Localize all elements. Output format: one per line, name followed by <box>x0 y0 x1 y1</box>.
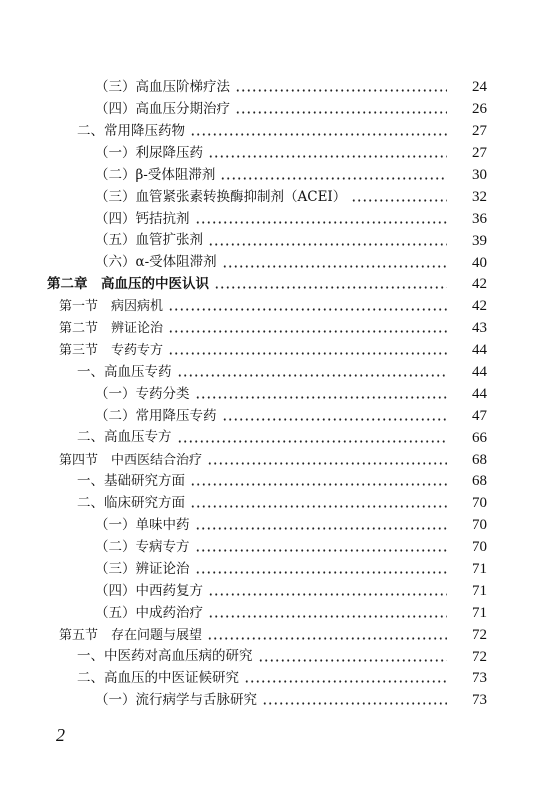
toc-entry-title: 第二章 高血压的中医认识 <box>47 276 209 293</box>
dot-leader <box>220 177 447 180</box>
toc-entry <box>0 449 549 471</box>
dot-leader <box>208 155 447 158</box>
toc-entry-title: 一、基础研究方面 <box>77 473 185 490</box>
toc-entry <box>0 362 549 384</box>
dot-leader <box>177 374 448 377</box>
toc-entry-page: 42 <box>472 276 487 293</box>
toc-entry <box>0 537 549 559</box>
dot-leader <box>207 637 447 640</box>
toc-entry <box>0 427 549 449</box>
toc-entry-page: 26 <box>472 101 487 118</box>
toc-entry-title: （二）专病专方 <box>95 538 190 555</box>
toc-entry-title: 一、中医药对高血压病的研究 <box>77 648 253 665</box>
toc-entry-title: 第四节 中西医结合治疗 <box>59 452 203 468</box>
toc-entry-page: 72 <box>472 626 487 643</box>
toc-entry-title: （三）血管紧张素转换酶抑制剂（ACEI） <box>95 188 347 205</box>
toc-entry-title: （一）单味中药 <box>95 517 190 533</box>
toc-entry-title: （五）血管扩张剂 <box>95 232 203 249</box>
toc-entry-page: 44 <box>472 385 487 402</box>
toc-entry-title: （二）β-受体阻滞剂 <box>95 166 216 183</box>
toc-entry <box>0 580 549 602</box>
toc-entry <box>0 624 549 646</box>
table-of-contents <box>0 77 549 712</box>
toc-entry-title: 第二节 辨证论治 <box>59 321 164 337</box>
toc-entry <box>0 471 549 493</box>
toc-entry <box>0 515 549 537</box>
toc-entry-title: （四）高血压分期治疗 <box>95 101 230 118</box>
toc-entry-title: （三）高血压阶梯疗法 <box>95 79 230 96</box>
dot-leader <box>208 243 447 246</box>
toc-entry-page: 47 <box>472 407 487 424</box>
toc-entry-title: （六）α-受体阻滞剂 <box>95 254 217 271</box>
dot-leader <box>190 483 447 486</box>
toc-entry-page: 43 <box>472 320 487 337</box>
toc-entry-title: 二、高血压的中医证候研究 <box>77 670 239 687</box>
dot-leader <box>195 221 448 224</box>
dot-leader <box>207 462 447 465</box>
dot-leader <box>244 680 447 683</box>
toc-entry-page: 71 <box>472 561 487 578</box>
toc-entry-page: 42 <box>472 298 487 315</box>
toc-entry-page: 40 <box>472 254 487 271</box>
dot-leader <box>168 352 447 355</box>
toc-entry <box>0 186 549 208</box>
toc-entry <box>0 668 549 690</box>
toc-entry <box>0 274 549 296</box>
dot-leader <box>208 615 447 618</box>
toc-entry <box>0 383 549 405</box>
toc-entry <box>0 208 549 230</box>
toc-entry-title: 第五节 存在问题与展望 <box>59 627 203 643</box>
toc-entry-title: 第三节 专药专方 <box>59 343 164 359</box>
toc-entry-page: 27 <box>472 145 487 162</box>
dot-leader <box>195 527 448 530</box>
dot-leader <box>177 440 448 443</box>
toc-entry-title: （三）辨证论治 <box>95 560 190 577</box>
toc-entry <box>0 559 549 581</box>
toc-entry-page: 68 <box>472 451 487 468</box>
dot-leader <box>195 571 448 574</box>
toc-entry <box>0 77 549 99</box>
toc-entry-page: 66 <box>472 429 487 446</box>
dot-leader <box>168 308 447 311</box>
toc-entry <box>0 99 549 121</box>
dot-leader <box>222 265 447 268</box>
toc-entry-page: 70 <box>472 517 487 534</box>
toc-entry-title: （二）常用降压专药 <box>95 407 217 424</box>
toc-entry-page: 27 <box>472 123 487 140</box>
toc-entry-page: 32 <box>472 188 487 205</box>
toc-entry-title: 一、高血压专药 <box>77 363 172 380</box>
toc-entry-page: 24 <box>472 79 487 96</box>
toc-entry-page: 68 <box>472 473 487 490</box>
dot-leader <box>168 330 447 333</box>
toc-entry-page: 72 <box>472 648 487 665</box>
toc-entry <box>0 646 549 668</box>
dot-leader <box>190 133 447 136</box>
toc-entry-page: 30 <box>472 167 487 183</box>
toc-entry-title: （四）中西药复方 <box>95 582 203 599</box>
toc-entry <box>0 405 549 427</box>
toc-entry-title: 二、临床研究方面 <box>77 495 185 512</box>
toc-entry <box>0 318 549 340</box>
toc-entry-title: 第一节 病因病机 <box>59 299 164 315</box>
dot-leader <box>262 702 447 705</box>
toc-entry-page: 70 <box>472 539 487 556</box>
dot-leader <box>190 505 447 508</box>
toc-entry <box>0 690 549 712</box>
toc-entry-title: （一）流行病学与舌脉研究 <box>95 692 257 709</box>
toc-entry-page: 71 <box>472 582 487 599</box>
toc-entry-page: 71 <box>472 604 487 621</box>
toc-entry-title: （一）利尿降压药 <box>95 144 203 161</box>
toc-entry-title: （五）中成药治疗 <box>95 604 203 621</box>
toc-entry <box>0 143 549 165</box>
dot-leader <box>222 418 448 421</box>
toc-entry-title: （四）钙拮抗剂 <box>95 210 190 227</box>
toc-entry-title: 二、高血压专方 <box>77 429 172 446</box>
toc-entry-title: （一）专药分类 <box>95 385 190 402</box>
dot-leader <box>235 89 447 92</box>
page-number: 2 <box>56 725 65 745</box>
toc-entry <box>0 252 549 274</box>
toc-entry-page: 44 <box>472 364 487 381</box>
dot-leader <box>214 286 447 289</box>
dot-leader <box>208 593 447 596</box>
toc-entry-title: 二、常用降压药物 <box>77 122 185 139</box>
dot-leader <box>195 396 448 399</box>
toc-entry-page: 73 <box>472 670 487 687</box>
toc-entry <box>0 602 549 624</box>
toc-entry <box>0 121 549 143</box>
dot-leader <box>195 549 448 552</box>
toc-entry-page: 73 <box>472 692 487 709</box>
toc-entry-page: 39 <box>472 232 487 249</box>
toc-entry <box>0 340 549 362</box>
toc-entry <box>0 493 549 515</box>
toc-entry <box>0 165 549 187</box>
toc-entry-page: 36 <box>472 210 487 227</box>
toc-entry-page: 44 <box>472 342 487 359</box>
toc-entry <box>0 296 549 318</box>
dot-leader <box>258 659 448 662</box>
dot-leader <box>235 111 447 114</box>
toc-entry-page: 70 <box>472 495 487 512</box>
toc-entry <box>0 230 549 252</box>
dot-leader <box>351 199 447 202</box>
